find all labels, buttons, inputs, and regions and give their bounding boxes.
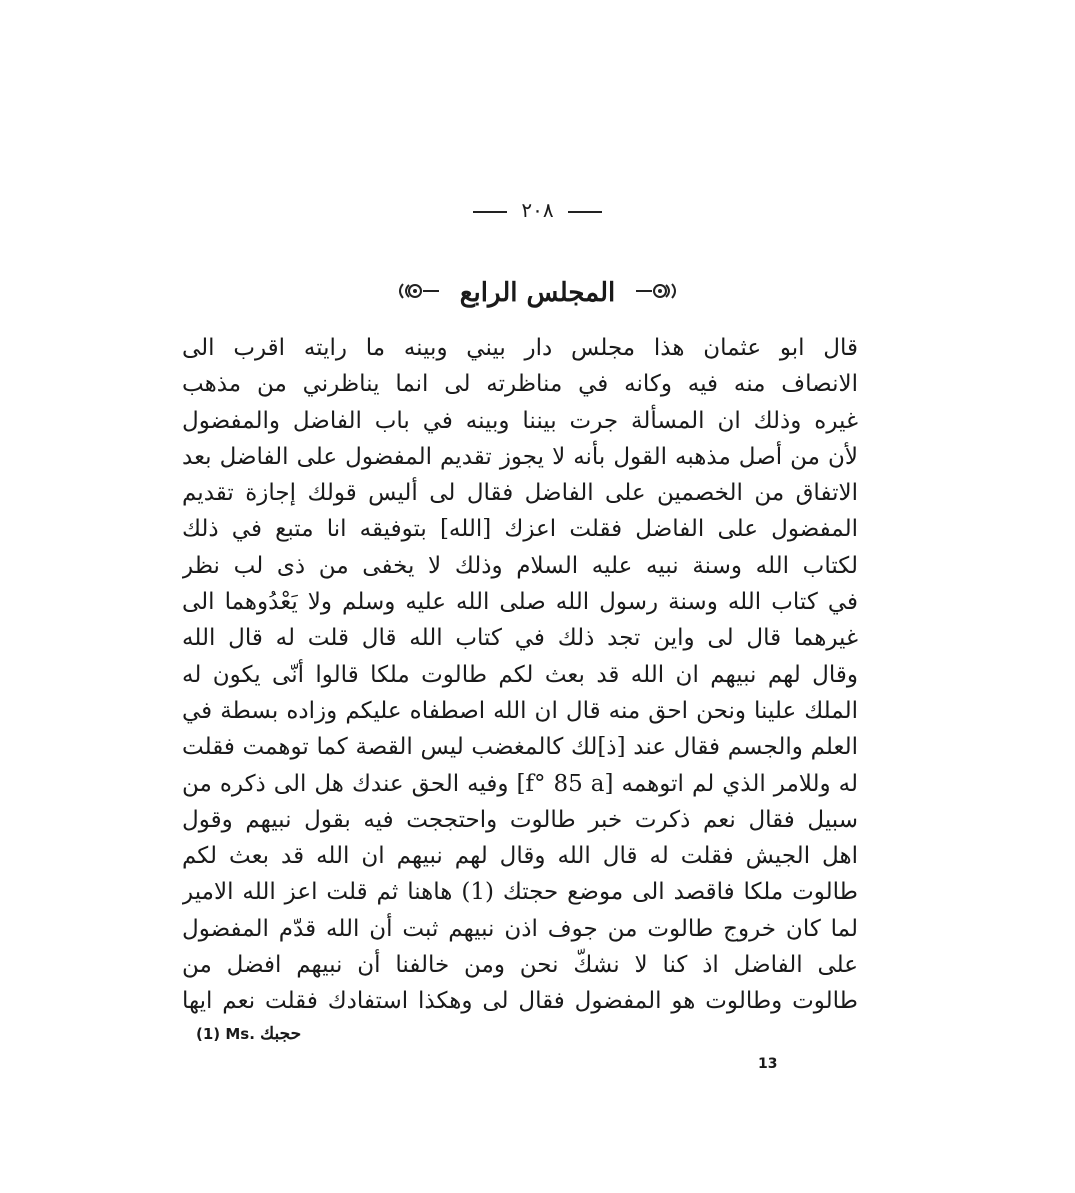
text-line: سبيل فقال نعم ذكرت خبر طالوت واحتججت فيه بقول نبيهم وقول [182, 806, 858, 833]
dash-left [473, 211, 507, 213]
text-line: في كتاب الله وسنة رسول الله صلى الله عليه وسلم ولا يَعْدُوهما الى [182, 589, 858, 616]
page-number: ٢٠٨ [521, 198, 554, 222]
text-line: اهل الجيش فقلت له قال الله وقال لهم نبيهم ان الله قد بعث لكم [182, 843, 858, 870]
text-line: لأن من أصل مذهبه القول بأنه لا يجوز تقديم المفضول على الفاضل بعد [182, 443, 858, 470]
heading-title: المجلس الرابع [459, 278, 616, 308]
text-line: لما كان خروج طالوت من جوف اذن نبيهم ثبت أن الله قدّم المفضول [182, 915, 858, 942]
text-line: طالوت وطالوت هو المفضول فقال لى وهكذا استفادك فقلت نعم ايها [182, 988, 858, 1015]
text-line: قال ابو عثمان هذا مجلس دار بيني وبينه ما رايته اقرب الى [182, 335, 858, 361]
text-line: الاتفاق من الخصمين على الفاضل فقال لى أليس قولك إجازة تقديم [182, 480, 858, 507]
text-line: على الفاضل اذ كنا لا نشكّ نحن ومن خالفنا أن نبيهم افضل من [182, 952, 858, 979]
text-line: وقال لهم نبيهم ان الله قد بعث لكم طالوت ملكا قالوا أنّى يكون له [182, 661, 858, 688]
footnote [196, 1024, 301, 1044]
text-line: له وللامر الذي لم اتوهمه [f° 85 a] وفيه الحق عندك هل الى ذكره من [182, 770, 858, 797]
text-line: الملك علينا ونحن احق منه قال ان الله اصطفاه عليكم وزاده بسطة في [182, 697, 858, 724]
page-number-header [0, 198, 1075, 222]
ornament-left-icon [395, 279, 441, 309]
signature-mark: 13 [758, 1056, 778, 1072]
ornament-right-icon [634, 279, 680, 309]
text-line: غيرهما قال لى واين تجد ذلك في كتاب الله قال قلت له قال الله [182, 625, 858, 652]
section-heading [0, 278, 1075, 309]
text-line: العلم والجسم فقال عند [ذ]لك كالمغضب ليس القصة كما توهمت فقلت [182, 734, 858, 761]
dash-right [568, 211, 602, 213]
text-line: لكتاب الله وسنة نبيه عليه السلام وذلك لا يخفى من ذى لب نظر [182, 552, 858, 579]
text-line: المفضول على الفاضل فقلت اعزك [الله] بتوفيقه انا متبع في ذلك [182, 516, 858, 543]
text-line: الانصاف منه فيه وكانه في مناظرته لى انما يناظرني من مذهب [182, 371, 858, 398]
body-text [182, 330, 858, 1020]
footnote-label: (1) Ms. [196, 1025, 255, 1043]
text-line: غيره وذلك ان المسألة جرت بيننا وبينه في باب الفاضل والمفضول [182, 407, 858, 434]
footnote-word: حجبك [260, 1024, 302, 1044]
text-line: طالوت ملكا فاقصد الى موضع حجتك (1) هاهنا ثم قلت اعز الله الامير [182, 879, 858, 906]
